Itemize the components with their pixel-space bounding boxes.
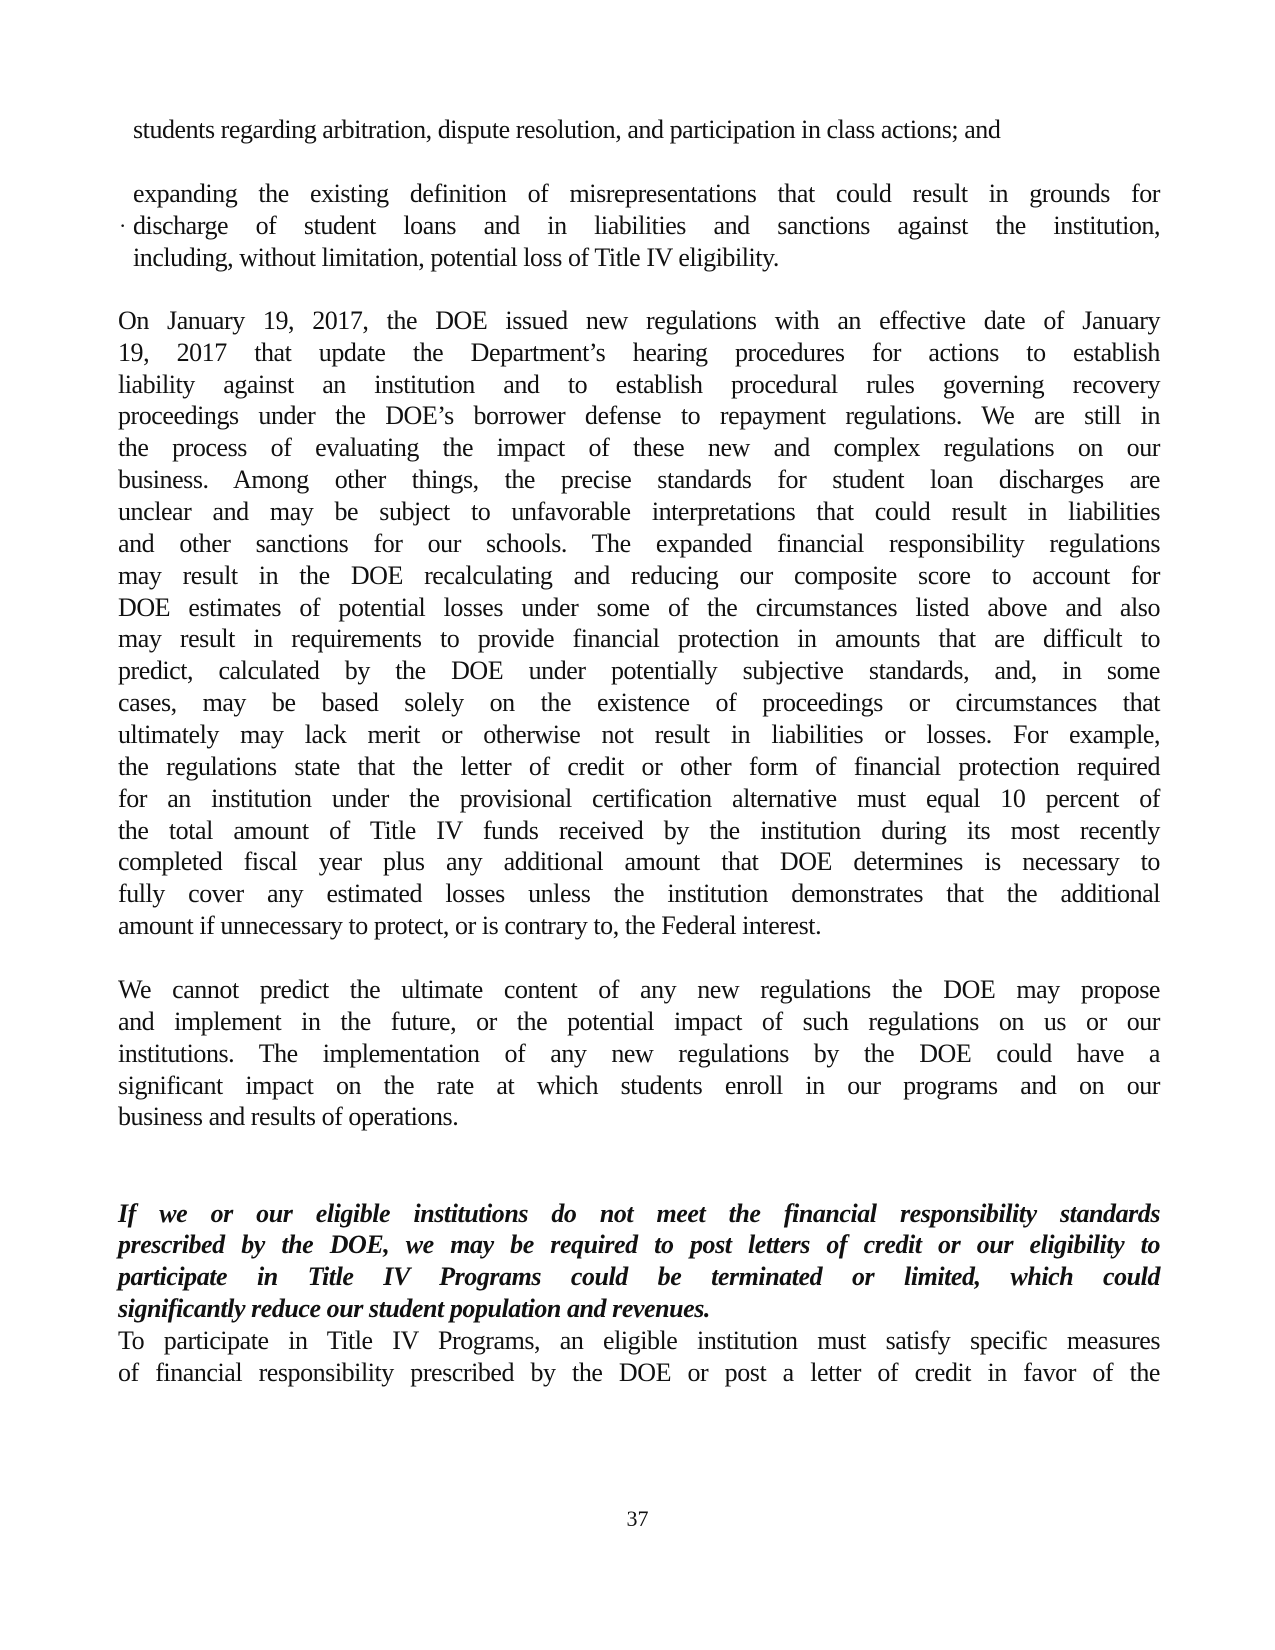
paragraph-3-line: To participate in Title IV Programs, an eligible institution must satisfy specific measures — [118, 1326, 1160, 1355]
paragraph-1-line: 19, 2017 that update the Department’s hearing procedures for actions to establish — [118, 338, 1160, 367]
paragraph-1-line: the regulations state that the letter of credit or other form of financial protection required — [118, 752, 1160, 781]
paragraph-2-line: and implement in the future, or the potential impact of such regulations on us or our — [118, 1007, 1160, 1036]
bullet-item-line: expanding the existing definition of misrepresentations that could result in grounds for — [133, 179, 1160, 208]
paragraph-1-line: On January 19, 2017, the DOE issued new regulations with an effective date of January — [118, 306, 1160, 335]
bullet-item-line: discharge of student loans and in liabilities and sanctions against the institution, — [133, 211, 1160, 240]
risk-factor-heading-line: participate in Title IV Programs could be terminated or limited, which could — [118, 1262, 1160, 1291]
paragraph-1-line: predict, calculated by the DOE under potentially subjective standards, and, in some — [118, 656, 1160, 685]
paragraph-1-line: cases, may be based solely on the existence of proceedings or circumstances that — [118, 688, 1160, 717]
bullet-item-line: including, without limitation, potential loss of Title IV eligibility. — [133, 243, 779, 272]
paragraph-2-line: significant impact on the rate at which students enroll in our programs and on our — [118, 1071, 1160, 1100]
paragraph-1-line: may result in requirements to provide financial protection in amounts that are difficult to — [118, 624, 1160, 653]
page-number: 37 — [626, 1506, 649, 1531]
paragraph-1-line: DOE estimates of potential losses under some of the circumstances listed above and also — [118, 593, 1160, 622]
bullet-continuation-line: students regarding arbitration, dispute resolution, and participation in class actions; and — [133, 115, 1001, 144]
risk-factor-heading-line: If we or our eligible institutions do not meet the financial responsibility standards — [118, 1199, 1160, 1228]
paragraph-1-line: amount if unnecessary to protect, or is contrary to, the Federal interest. — [118, 911, 822, 940]
paragraph-1-line: unclear and may be subject to unfavorable interpretations that could result in liabilities — [118, 497, 1160, 526]
paragraph-1-line: and other sanctions for our schools. The expanded financial responsibility regulations — [118, 529, 1160, 558]
paragraph-1-line: fully cover any estimated losses unless the institution demonstrates that the additional — [118, 879, 1160, 908]
paragraph-1-line: for an institution under the provisional certification alternative must equal 10 percent of — [118, 784, 1160, 813]
paragraph-1-line: proceedings under the DOE’s borrower defense to repayment regulations. We are still in — [118, 401, 1160, 430]
paragraph-1-line: may result in the DOE recalculating and reducing our composite score to account for — [118, 561, 1160, 590]
paragraph-1-line: business. Among other things, the precise standards for student loan discharges are — [118, 465, 1160, 494]
bullet-marker: · — [119, 213, 127, 238]
paragraph-2-line: We cannot predict the ultimate content of any new regulations the DOE may propose — [118, 975, 1160, 1004]
paragraph-1-line: the total amount of Title IV funds received by the institution during its most recently — [118, 816, 1160, 845]
paragraph-2-line: institutions. The implementation of any new regulations by the DOE could have a — [118, 1039, 1160, 1068]
risk-factor-heading-line: prescribed by the DOE, we may be required to post letters of credit or our eligibility to — [118, 1230, 1160, 1259]
risk-factor-heading-line: significantly reduce our student population and revenues. — [118, 1294, 710, 1323]
paragraph-1-line: completed fiscal year plus any additional amount that DOE determines is necessary to — [118, 847, 1160, 876]
paragraph-1-line: liability against an institution and to establish procedural rules governing recovery — [118, 370, 1160, 399]
paragraph-3-line: of financial responsibility prescribed by the DOE or post a letter of credit in favor of the — [118, 1358, 1160, 1387]
paragraph-2-line: business and results of operations. — [118, 1102, 459, 1131]
paragraph-1-line: ultimately may lack merit or otherwise not result in liabilities or losses. For example, — [118, 720, 1160, 749]
paragraph-1-line: the process of evaluating the impact of these new and complex regulations on our — [118, 433, 1160, 462]
